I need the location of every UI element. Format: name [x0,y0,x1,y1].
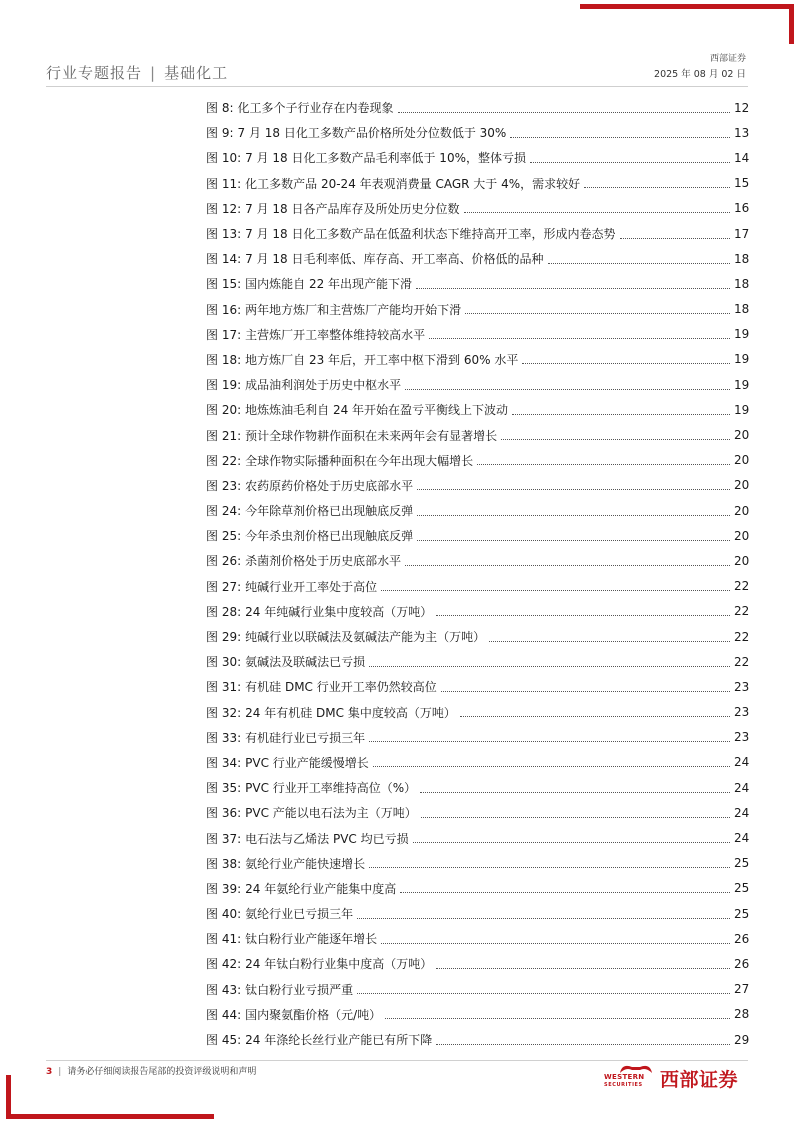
toc-entry-label [206,1006,381,1023]
toc-figure-title: PVC 行业开工率维持高位（%） [245,781,417,796]
corner-decoration-bottom [6,1114,214,1119]
toc-figure-number: 图 30: [206,655,242,670]
toc-figure-title: 7 月 18 日毛利率低、库存高、开工率高、价格低的品种 [245,252,544,267]
toc-page-number: 23 [734,679,750,694]
toc-entry[interactable] [206,171,750,196]
toc-page-number: 29 [734,1032,750,1047]
toc-figure-number: 图 40: [206,907,242,922]
toc-entry[interactable] [206,347,750,372]
footer-separator: | [58,1067,62,1077]
toc-figure-title: 24 年钛白粉行业集中度高（万吨） [245,957,433,972]
brand-english [604,1073,644,1089]
toc-figure-number: 图 15: [206,277,242,292]
toc-entry[interactable] [206,649,750,674]
toc-leader-dots [429,337,730,339]
toc-figure-title: 氨碱法及联碱法已亏损 [245,655,366,670]
report-header [46,62,228,83]
toc-entry[interactable] [206,624,750,649]
toc-figure-number: 图 36: [206,806,242,821]
toc-leader-dots [400,891,730,893]
toc-figure-number: 图 24: [206,504,242,519]
toc-figure-title: 农药原药价格处于历史底部水平 [245,478,414,493]
footer-note [46,1064,256,1077]
toc-figure-number: 图 37: [206,831,242,846]
toc-figure-title: 24 年有机硅 DMC 集中度较高（万吨） [245,705,456,720]
toc-page-number: 16 [734,201,750,216]
toc-figure-title: 全球作物实际播种面积在今年出现大幅增长 [245,453,474,468]
toc-entry[interactable] [206,196,750,221]
toc-page-number: 13 [734,125,750,140]
toc-entry-label [206,653,365,670]
toc-leader-dots [464,211,731,213]
brand-english-sub: SECURITIES [604,1082,643,1088]
toc-page-number: 24 [734,780,750,795]
toc-entry[interactable] [206,725,750,750]
toc-page-number: 17 [734,226,750,241]
toc-page-number: 24 [734,831,750,846]
toc-figure-title: 电石法与乙烯法 PVC 均已亏损 [245,831,409,846]
corner-decoration-top-vertical [789,4,794,44]
toc-entry-label [206,477,413,494]
toc-figure-title: 24 年纯碱行业集中度较高（万吨） [245,604,433,619]
toc-entry-label [206,830,409,847]
toc-figure-number: 图 11: [206,176,242,191]
toc-figure-title: 24 年涤纶长丝行业产能已有所下降 [245,1033,433,1048]
toc-page-number: 22 [734,604,750,619]
corner-decoration-top [580,4,794,9]
toc-entry[interactable] [206,951,750,976]
toc-page-number: 27 [734,982,750,997]
toc-figure-number: 图 26: [206,554,242,569]
toc-page-number: 19 [734,327,750,342]
toc-entry-label [206,175,580,192]
toc-entry-label [206,351,518,368]
toc-entry-label [206,275,412,292]
toc-entry-label [206,779,416,796]
toc-entry-label [206,225,616,242]
toc-leader-dots [530,161,730,163]
toc-leader-dots [510,136,730,138]
toc-figure-title: 纯碱行业以联碱法及氨碱法产能为主（万吨） [245,630,486,645]
toc-entry[interactable] [206,498,750,523]
toc-leader-dots [436,1043,730,1045]
toc-figure-number: 图 42: [206,957,242,972]
toc-page-number: 23 [734,705,750,720]
toc-entry[interactable] [206,851,750,876]
toc-leader-dots [373,765,730,767]
toc-leader-dots [436,614,730,616]
toc-leader-dots [416,287,730,289]
toc-entry[interactable] [206,775,750,800]
toc-page-number: 20 [734,453,750,468]
toc-entry[interactable] [206,548,750,573]
toc-figure-number: 图 21: [206,428,242,443]
toc-leader-dots [405,388,730,390]
toc-entry-label [206,678,437,695]
toc-leader-dots [620,237,731,239]
toc-entry[interactable] [206,271,750,296]
toc-figure-number: 图 43: [206,982,242,997]
toc-figure-number: 图 9: [206,126,234,141]
toc-figure-title: 主营炼厂开工率整体维持较高水平 [245,327,426,342]
toc-entry[interactable] [206,1027,750,1052]
toc-figure-number: 图 18: [206,352,242,367]
toc-entry-label [206,930,377,947]
toc-figure-number: 图 44: [206,1007,242,1022]
toc-entry-label [206,99,394,116]
toc-entry[interactable] [206,145,750,170]
toc-figure-number: 图 20: [206,403,242,418]
toc-leader-dots [381,589,730,591]
toc-page-number: 26 [734,956,750,971]
toc-figure-title: PVC 行业产能缓慢增长 [245,755,369,770]
report-date: 2025 年 08 月 02 日 [654,69,746,80]
toc-leader-dots [441,690,730,692]
toc-figure-title: 今年杀虫剂价格已出现触底反弹 [245,529,414,544]
toc-leader-dots [398,111,730,113]
toc-entry-label [206,729,365,746]
toc-entry-label [206,124,506,141]
toc-entry[interactable] [206,825,750,850]
brand-chinese: 西部证券 [660,1069,739,1091]
toc-leader-dots [548,262,731,264]
toc-figure-number: 图 10: [206,151,242,166]
report-industry: 基础化工 [164,64,229,82]
toc-leader-dots [460,715,730,717]
toc-figure-number: 图 14: [206,252,242,267]
toc-page-number: 25 [734,881,750,896]
toc-leader-dots [381,942,730,944]
toc-page-number: 19 [734,402,750,417]
toc-page-number: 22 [734,654,750,669]
toc-entry-label [206,376,401,393]
toc-entry[interactable] [206,977,750,1002]
toc-figure-number: 图 22: [206,453,242,468]
toc-entry-label [206,527,413,544]
toc-leader-dots [417,488,730,490]
toc-leader-dots [369,740,730,742]
toc-entry-label [206,301,461,318]
toc-leader-dots [369,866,730,868]
toc-figure-title: 氨纶行业已亏损三年 [245,907,354,922]
toc-entry[interactable] [206,750,750,775]
toc-figure-title: 国内炼能自 22 年出现产能下滑 [245,277,413,292]
toc-entry-label [206,704,456,721]
corner-decoration-bottom-vertical [6,1075,11,1119]
toc-entry[interactable] [206,246,750,271]
toc-figure-title: 成品油利润处于历史中枢水平 [245,378,402,393]
toc-entry-label [206,981,353,998]
toc-page-number: 18 [734,251,750,266]
toc-leader-dots [405,564,730,566]
toc-figure-title: 7 月 18 日化工多数产品在低盈利状态下维持高开工率，形成内卷态势 [245,227,616,242]
toc-leader-dots [501,438,730,440]
toc-page-number: 23 [734,730,750,745]
toc-entry-label [206,149,526,166]
toc-figure-number: 图 19: [206,378,242,393]
toc-figure-number: 图 13: [206,227,242,242]
brand-logo [604,1059,750,1093]
header-brand: 西部证券 [709,54,746,64]
header-divider [46,86,748,87]
toc-figure-number: 图 41: [206,932,242,947]
toc-leader-dots [357,992,730,994]
toc-entry-label [206,401,508,418]
toc-entry[interactable] [206,473,750,498]
toc-figure-title: 氨纶行业产能快速增长 [245,856,366,871]
toc-page-number: 20 [734,528,750,543]
toc-figure-title: 国内聚氨酯价格（元/吨） [245,1007,382,1022]
header-separator: | [150,64,157,82]
toc-entry[interactable] [206,221,750,246]
toc-entry-label [206,905,353,922]
toc-entry[interactable] [206,95,750,120]
toc-page-number: 26 [734,931,750,946]
toc-entry-label [206,880,396,897]
toc-figure-title: 纯碱行业开工率处于高位 [245,579,378,594]
toc-entry[interactable] [206,599,750,624]
toc-leader-dots [584,186,730,188]
toc-entry[interactable] [206,322,750,347]
toc-figure-title: PVC 产能以电石法为主（万吨） [245,806,417,821]
toc-leader-dots [357,917,730,919]
toc-page-number: 20 [734,503,750,518]
header-meta [654,52,746,82]
toc-page-number: 12 [734,100,750,115]
toc-entry[interactable] [206,926,750,951]
toc-page-number: 24 [734,805,750,820]
toc-entry-label [206,603,432,620]
toc-entry[interactable] [206,700,750,725]
toc-entry[interactable] [206,397,750,422]
toc-figure-number: 图 23: [206,478,242,493]
toc-leader-dots [465,312,730,314]
toc-figure-number: 图 12: [206,201,242,216]
toc-leader-dots [489,640,730,642]
toc-page-number: 15 [734,176,750,191]
toc-entry-label [206,200,460,217]
toc-figure-number: 图 25: [206,529,242,544]
toc-entry-label [206,427,497,444]
toc-figure-number: 图 29: [206,630,242,645]
toc-leader-dots [369,665,730,667]
toc-entry[interactable] [206,523,750,548]
toc-page-number: 19 [734,352,750,367]
toc-page-number: 25 [734,856,750,871]
figure-list [206,95,750,1052]
toc-page-number: 22 [734,579,750,594]
toc-entry[interactable] [206,800,750,825]
toc-leader-dots [477,463,730,465]
toc-figure-title: 有机硅行业已亏损三年 [245,730,366,745]
toc-figure-title: 化工多个子行业存在内卷现象 [237,101,394,116]
toc-entry-label [206,804,417,821]
toc-entry[interactable] [206,297,750,322]
toc-figure-title: 有机硅 DMC 行业开工率仍然较高位 [245,680,437,695]
toc-figure-number: 图 28: [206,604,242,619]
toc-entry-label [206,552,401,569]
toc-figure-title: 地炼炼油毛利自 24 年开始在盈亏平衡线上下波动 [245,403,509,418]
toc-entry[interactable] [206,448,750,473]
toc-figure-title: 24 年氨纶行业产能集中度高 [245,881,397,896]
toc-entry[interactable] [206,120,750,145]
toc-leader-dots [417,514,730,516]
toc-entry-label [206,1031,432,1048]
toc-leader-dots [522,362,730,364]
toc-page-number: 24 [734,755,750,770]
toc-figure-title: 钛白粉行业产能逐年增长 [245,932,378,947]
toc-entry-label [206,955,432,972]
toc-figure-number: 图 27: [206,579,242,594]
toc-page-number: 18 [734,302,750,317]
toc-figure-title: 预计全球作物耕作面积在未来两年会有显著增长 [245,428,498,443]
toc-figure-title: 杀菌剂价格处于历史底部水平 [245,554,402,569]
toc-entry-label [206,628,485,645]
toc-page-number: 18 [734,276,750,291]
toc-entry[interactable] [206,372,750,397]
toc-figure-title: 7 月 18 日化工多数产品毛利率低于 10%，整体亏损 [245,151,526,166]
toc-figure-number: 图 35: [206,781,242,796]
toc-figure-title: 7 月 18 日各产品库存及所处历史分位数 [245,201,460,216]
toc-figure-number: 图 8: [206,101,234,116]
toc-figure-title: 钛白粉行业亏损严重 [245,982,354,997]
toc-page-number: 20 [734,478,750,493]
toc-entry[interactable] [206,674,750,699]
toc-entry-label [206,578,377,595]
toc-figure-number: 图 38: [206,856,242,871]
toc-entry-label [206,502,413,519]
toc-figure-number: 图 31: [206,680,242,695]
toc-leader-dots [413,841,730,843]
toc-leader-dots [420,791,730,793]
toc-figure-number: 图 39: [206,881,242,896]
toc-entry[interactable] [206,574,750,599]
toc-figure-number: 图 45: [206,1033,242,1048]
toc-entry-label [206,855,365,872]
toc-leader-dots [436,967,730,969]
toc-entry-label [206,250,544,267]
toc-figure-title: 今年除草剂价格已出现触底反弹 [245,504,414,519]
toc-leader-dots [417,539,730,541]
toc-page-number: 20 [734,428,750,443]
toc-figure-title: 地方炼厂自 23 年后，开工率中枢下滑到 60% 水平 [245,352,519,367]
toc-leader-dots [512,413,730,415]
toc-entry-label [206,754,369,771]
toc-figure-title: 7 月 18 日化工多数产品价格所处分位数低于 30% [237,126,507,141]
toc-page-number: 22 [734,629,750,644]
toc-entry[interactable] [206,901,750,926]
brand-english-name: WESTERN [604,1073,645,1081]
toc-entry[interactable] [206,876,750,901]
toc-entry[interactable] [206,1002,750,1027]
report-section: 行业专题报告 [46,64,143,82]
toc-entry-label [206,326,425,343]
toc-figure-number: 图 16: [206,302,242,317]
toc-figure-title: 化工多数产品 20-24 年表观消费量 CAGR 大于 4%，需求较好 [245,176,581,191]
toc-page-number: 25 [734,906,750,921]
toc-figure-number: 图 17: [206,327,242,342]
toc-figure-number: 图 32: [206,705,242,720]
toc-page-number: 14 [734,150,750,165]
toc-entry[interactable] [206,422,750,447]
toc-figure-number: 图 34: [206,755,242,770]
page-number: 3 [46,1067,53,1077]
toc-page-number: 19 [734,377,750,392]
toc-leader-dots [421,816,730,818]
toc-leader-dots [385,1017,730,1019]
toc-page-number: 28 [734,1007,750,1022]
toc-figure-title: 两年地方炼厂和主营炼厂产能均开始下滑 [245,302,462,317]
toc-figure-number: 图 33: [206,730,242,745]
toc-page-number: 20 [734,553,750,568]
footer-disclaimer: 请务必仔细阅读报告尾部的投资评级说明和声明 [67,1067,257,1077]
toc-entry-label [206,452,473,469]
